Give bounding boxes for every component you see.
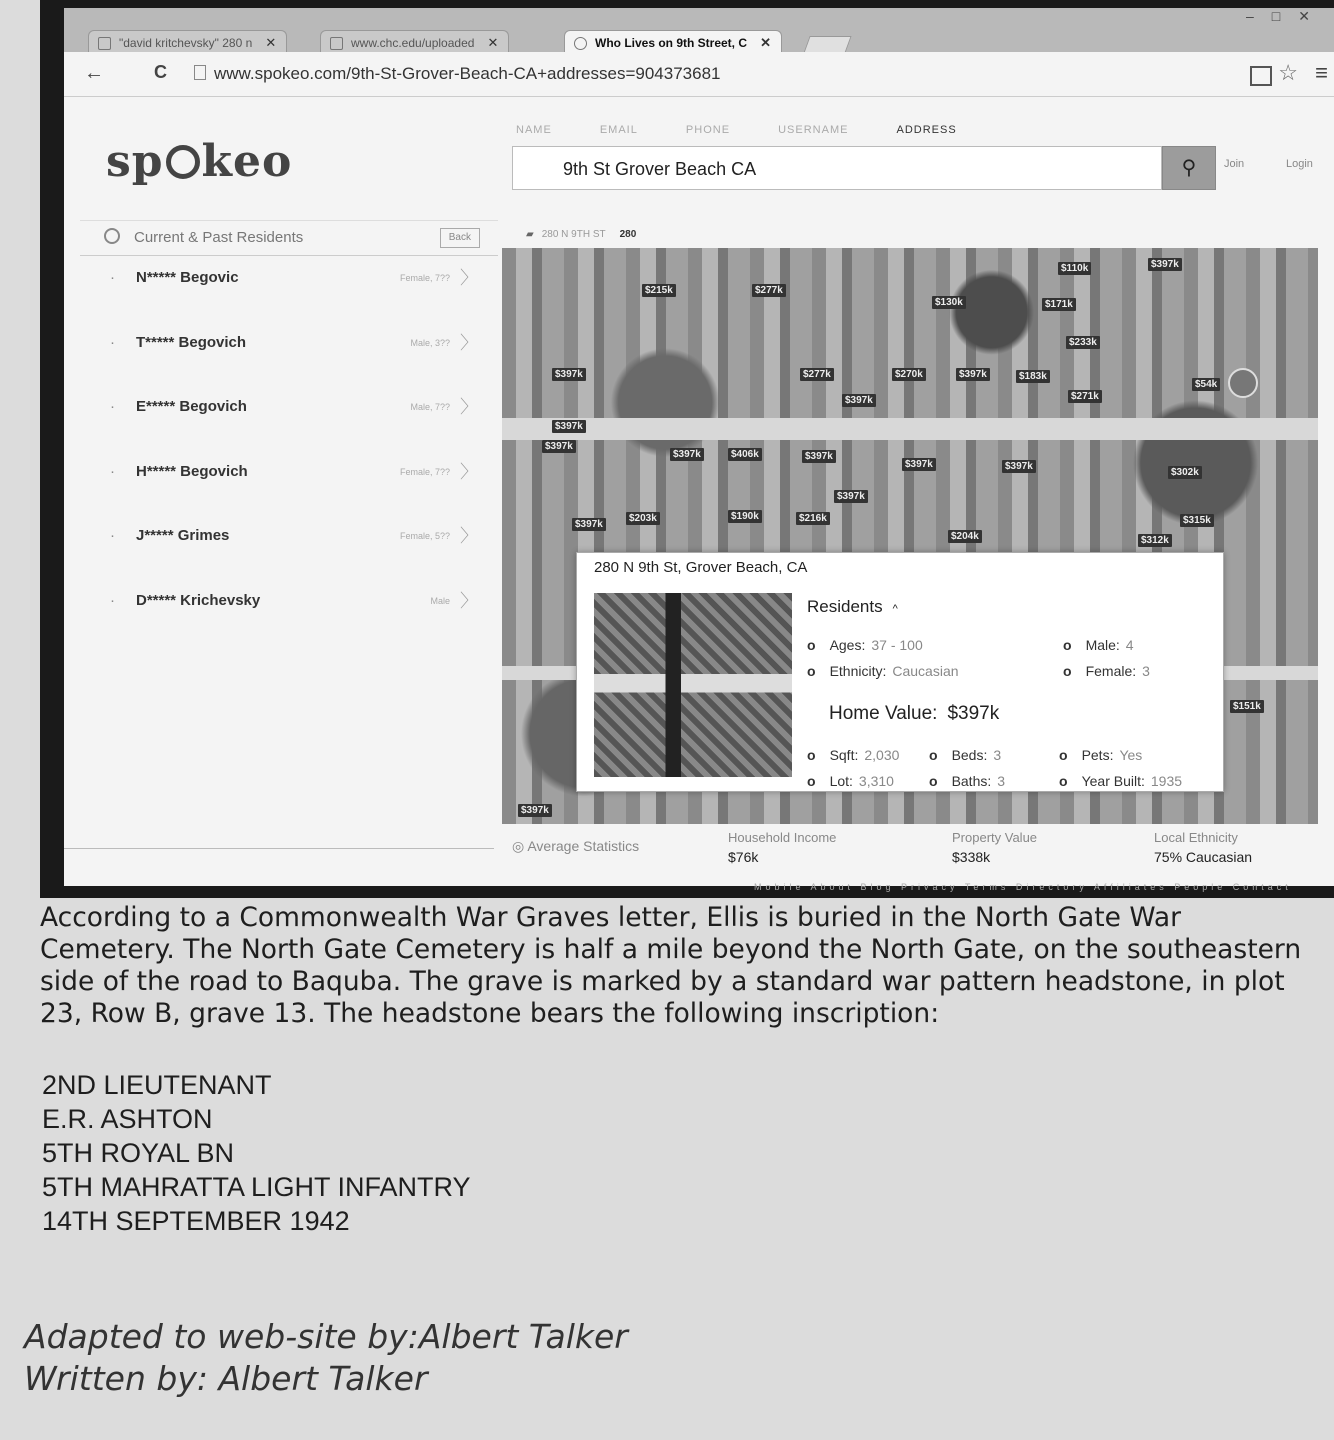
price-tag[interactable]: $215k — [642, 284, 676, 297]
login-link[interactable]: Login — [1286, 158, 1313, 170]
credits — [24, 1316, 628, 1400]
price-tag[interactable]: $54k — [1192, 378, 1220, 391]
back-arrow-icon[interactable]: ← — [84, 62, 104, 84]
fact-pets — [1059, 747, 1142, 763]
list-item[interactable] — [80, 516, 498, 581]
fact-male — [1063, 637, 1134, 653]
price-tag[interactable]: $397k — [552, 420, 586, 433]
fact-value: Caucasian — [892, 663, 959, 679]
price-tag[interactable]: $203k — [626, 512, 660, 525]
fact-sqft — [807, 747, 899, 763]
average-statistics — [512, 838, 639, 855]
person-icon: · — [110, 591, 115, 609]
bookmark-star-icon[interactable]: ☆ — [1278, 60, 1298, 85]
stat-value: 75% Caucasian — [1154, 849, 1253, 865]
price-tag[interactable]: $397k — [670, 448, 704, 461]
price-tag[interactable]: $397k — [572, 518, 606, 531]
fact-year-built — [1059, 773, 1182, 789]
fact-value: 1935 — [1150, 773, 1183, 789]
fact-label: Lot: — [829, 773, 853, 789]
logo-ring — [166, 145, 200, 179]
price-tag[interactable]: $271k — [1068, 390, 1102, 403]
tab-bar — [64, 8, 1334, 52]
tab-phone[interactable]: PHONE — [685, 124, 731, 136]
list-item[interactable] — [80, 387, 498, 452]
fact-value: Yes — [1119, 747, 1143, 763]
fact-value: 2,030 — [864, 747, 900, 763]
tab-email[interactable]: EMAIL — [599, 124, 638, 136]
close-icon[interactable]: ✕ — [487, 35, 499, 50]
tab-name[interactable]: NAME — [516, 124, 552, 136]
fact-label: Ages: — [829, 637, 866, 653]
fact-value: 3 — [993, 747, 1002, 763]
resident-name: D***** Krichevsky — [136, 591, 261, 609]
price-tag[interactable]: $397k — [902, 458, 936, 471]
price-tag[interactable]: $397k — [518, 804, 552, 817]
stat-label: Household Income — [728, 830, 837, 845]
inscription-line: 2ND LIEUTENANT — [42, 1070, 272, 1100]
resident-meta: Female, 7?? — [399, 273, 450, 283]
stat-value: $76k — [728, 849, 759, 865]
price-tag[interactable]: $171k — [1042, 298, 1076, 311]
pin-icon: ◎ — [512, 838, 528, 854]
home-value — [829, 703, 999, 725]
chevron-right-icon: 〉 — [460, 526, 478, 546]
property-photo — [594, 593, 792, 777]
price-tag[interactable]: $315k — [1180, 514, 1214, 527]
price-tag[interactable]: $302k — [1168, 466, 1202, 479]
price-tag[interactable]: $233k — [1066, 336, 1100, 349]
home-value-amount: $397k — [947, 703, 1000, 724]
map-breadcrumb — [502, 222, 1318, 248]
list-item[interactable] — [80, 258, 498, 323]
fact-label: Male: — [1085, 637, 1120, 653]
page-icon — [330, 37, 343, 50]
price-tag[interactable]: $397k — [1002, 460, 1036, 473]
residents-label: Residents — [807, 597, 883, 616]
adapted-by: Adapted to web-site by:Albert Talker — [24, 1317, 628, 1356]
residents-header — [80, 220, 498, 256]
fact-value: 3,310 — [858, 773, 894, 789]
tab-title: Who Lives on 9th Street, C — [595, 36, 748, 50]
tab-username[interactable]: USERNAME — [778, 124, 849, 136]
price-tag[interactable]: $397k — [842, 394, 876, 407]
search-input[interactable]: 9th St Grover Beach CA — [512, 146, 1162, 190]
price-tag[interactable]: $216k — [796, 512, 830, 525]
chevron-right-icon: 〉 — [460, 268, 478, 288]
fact-label: Year Built: — [1081, 773, 1145, 789]
price-tag[interactable]: $397k — [956, 368, 990, 381]
inscription-line: 14TH SEPTEMBER 1942 — [42, 1206, 350, 1236]
browser-window — [64, 8, 1334, 892]
fact-label: Pets: — [1081, 747, 1114, 763]
search-icon: ⚲ — [1181, 157, 1197, 179]
logo-text: keo — [201, 136, 293, 187]
price-tag[interactable]: $397k — [834, 490, 868, 503]
price-tag[interactable]: $397k — [1148, 258, 1182, 271]
logo-text: sp — [106, 136, 164, 187]
stat-local-ethnicity — [1154, 830, 1252, 865]
stat-label: Average Statistics — [527, 838, 640, 854]
map-icon: ▰ — [526, 229, 534, 240]
resident-meta: Male, 3?? — [410, 337, 450, 348]
resident-name: T***** Begovich — [136, 333, 247, 351]
stat-label: Property Value — [952, 830, 1038, 845]
fact-label: Ethnicity: — [829, 663, 887, 679]
resident-name: J***** Grimes — [136, 527, 230, 544]
page-icon — [98, 37, 111, 50]
home-value-label: Home Value: — [829, 703, 938, 724]
inscription-line: E.R. ASHTON — [42, 1104, 213, 1134]
map-zoom-control[interactable] — [1228, 368, 1258, 398]
stat-household-income — [728, 830, 836, 865]
reload-icon[interactable]: C — [154, 62, 167, 82]
headstone-inscription — [42, 1068, 471, 1238]
fact-female — [1063, 663, 1150, 679]
person-icon — [104, 228, 120, 244]
back-button[interactable]: Back — [440, 228, 480, 248]
close-icon[interactable]: ✕ — [265, 35, 277, 50]
price-tag[interactable]: $406k — [728, 448, 762, 461]
fact-value: 3 — [1142, 663, 1150, 679]
join-link[interactable]: Join — [1224, 158, 1245, 170]
window-controls[interactable]: –□✕ — [1246, 8, 1328, 24]
price-tag[interactable]: $204k — [948, 530, 982, 543]
page-icon — [194, 65, 206, 80]
resident-name: H***** Begovich — [136, 462, 248, 480]
property-address: 280 N 9th St, Grover Beach, CA — [594, 559, 808, 576]
written-by: Written by: Albert Talker — [24, 1359, 428, 1398]
stat-label: Local Ethnicity — [1154, 830, 1238, 845]
resident-name: N***** Begovic — [136, 269, 239, 286]
price-tag[interactable]: $397k — [552, 368, 586, 381]
extension-icon[interactable] — [1250, 66, 1272, 86]
fact-ethnicity — [807, 663, 959, 679]
map-number: 280 — [619, 229, 637, 240]
person-icon: · — [110, 269, 115, 286]
resident-meta: Female, 7?? — [399, 466, 450, 477]
residents-list — [80, 258, 498, 645]
fact-label: Sqft: — [829, 747, 859, 763]
fact-value: 4 — [1125, 637, 1134, 653]
resident-meta: Male — [430, 595, 450, 606]
tab-title: "david kritchevsky" 280 n — [119, 36, 253, 50]
search-button[interactable] — [1162, 146, 1216, 190]
spokeo-logo[interactable] — [106, 136, 292, 187]
list-item[interactable] — [80, 452, 498, 517]
person-icon: · — [110, 398, 115, 415]
fact-baths — [929, 773, 1005, 789]
inscription-line: 5TH MAHRATTA LIGHT INFANTRY — [42, 1172, 471, 1202]
footer-links[interactable]: Mobile About Blog Privacy Terms Directory Affiliates People Contact — [754, 882, 1292, 892]
globe-icon — [574, 37, 587, 50]
fact-label: Baths: — [951, 773, 992, 789]
stat-value: $338k — [952, 849, 991, 865]
fact-value: 37 - 100 — [871, 637, 923, 653]
residents-toggle[interactable] — [807, 597, 898, 617]
monitor-photo — [40, 0, 1334, 898]
chevron-right-icon: 〉 — [460, 461, 478, 482]
map-street — [502, 418, 1318, 440]
resident-meta: Male, 7?? — [410, 402, 450, 412]
property-card — [576, 552, 1224, 792]
person-icon: · — [110, 462, 115, 480]
divider — [64, 848, 494, 849]
price-tag[interactable]: $130k — [932, 296, 966, 309]
chevron-up-icon: ^ — [892, 603, 898, 615]
price-tag[interactable]: $151k — [1230, 700, 1264, 713]
price-tag[interactable]: $277k — [752, 284, 786, 297]
price-tag[interactable]: $312k — [1138, 534, 1172, 547]
chevron-right-icon: 〉 — [460, 332, 478, 353]
map-crumb: 280 N 9TH ST — [541, 229, 606, 240]
url-text: www.spokeo.com/9th-St-Grover-Beach-CA+addresses=904373681 — [214, 64, 721, 83]
price-tag[interactable]: $190k — [728, 510, 762, 523]
menu-icon[interactable]: ≡ — [1315, 60, 1328, 85]
chevron-right-icon: 〉 — [460, 590, 478, 611]
body-paragraph: According to a Commonwealth War Graves letter, Ellis is buried in the North Gate War Cemetery. The North Gate Cemetery is half a mile beyond the North Gate, on the southeastern side of the road to Baquba. The grave is marked by a standard war pattern headstone, in plot 23, Row B, grave 13. The headstone bears the following inscription: — [40, 902, 1302, 1029]
close-icon[interactable]: ✕ — [760, 35, 772, 50]
price-tag[interactable]: $110k — [1058, 262, 1091, 275]
residents-title: Current & Past Residents — [134, 229, 304, 246]
fact-value: 3 — [997, 773, 1006, 789]
address-bar — [64, 52, 1334, 97]
price-tag[interactable]: $397k — [542, 440, 576, 453]
price-tag[interactable]: $270k — [892, 368, 926, 381]
person-icon: · — [110, 527, 115, 544]
tab-title: www.chc.edu/uploaded — [351, 36, 475, 50]
person-icon: · — [110, 333, 115, 351]
price-tag[interactable]: $183k — [1016, 370, 1050, 383]
resident-name: E***** Begovich — [136, 398, 247, 415]
inscription-line: 5TH ROYAL BN — [42, 1138, 235, 1168]
list-item[interactable] — [80, 323, 498, 388]
chevron-right-icon: 〉 — [460, 397, 478, 417]
resident-meta: Female, 5?? — [399, 531, 450, 541]
fact-label: Female: — [1085, 663, 1137, 679]
fact-label: Beds: — [951, 747, 988, 763]
fact-lot — [807, 773, 894, 789]
search-type-tabs — [516, 124, 1001, 136]
fact-ages — [807, 637, 923, 653]
tab-address[interactable]: ADDRESS — [896, 124, 957, 136]
average-statistics-bar — [502, 824, 1318, 880]
price-tag[interactable]: $397k — [802, 450, 836, 463]
stat-property-value — [952, 830, 1037, 865]
list-item[interactable] — [80, 581, 498, 646]
fact-beds — [929, 747, 1001, 763]
price-tag[interactable]: $277k — [800, 368, 834, 381]
url-field[interactable] — [194, 64, 721, 84]
